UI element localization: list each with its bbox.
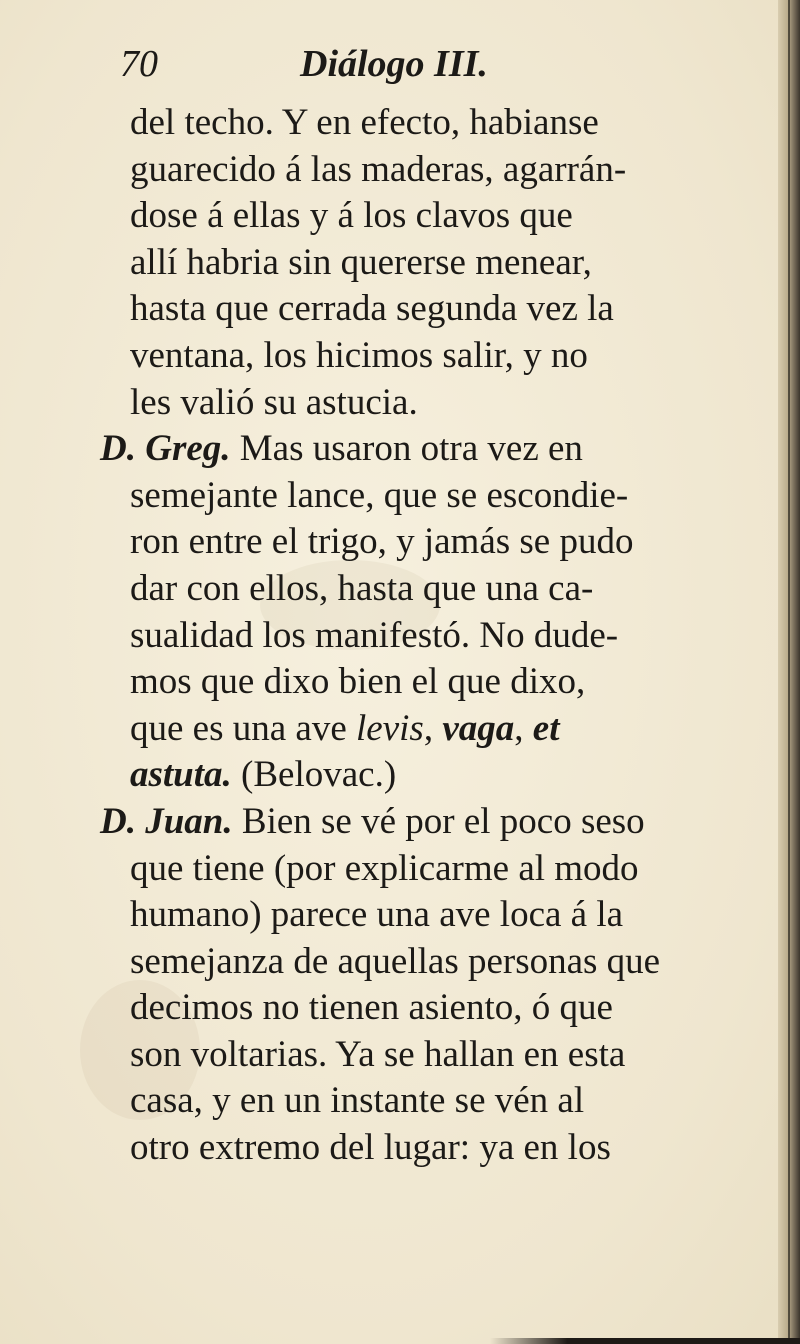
- text-line: decimos no tienen asiento, ó que: [130, 987, 613, 1029]
- running-head: Diálogo III.: [300, 43, 488, 85]
- text-line: sualidad los manifestó. No dude-: [130, 614, 619, 656]
- text-line: que tiene (por explicarme al modo: [130, 847, 639, 889]
- text-line: otro extremo del lugar: ya en los: [130, 1127, 611, 1169]
- speech-text: que es una ave: [130, 707, 347, 749]
- text-line: ron entre el trigo, y jamás se pudo: [130, 521, 634, 563]
- text-line: semejante lance, que se escondie-: [130, 474, 629, 516]
- text-line: dose á ellas y á los clavos que: [130, 195, 573, 237]
- spine-shadow-line: [788, 0, 790, 1344]
- latin-word: vaga: [442, 707, 515, 749]
- text-line: humano) parece una ave loca á la: [130, 894, 624, 936]
- speech-greg-first-line: [100, 426, 730, 473]
- body-text: [100, 100, 730, 1172]
- latin-quote-line: [130, 706, 730, 753]
- speech-juan-first-line: [100, 799, 730, 846]
- text-line: semejanza de aquellas personas que: [130, 940, 661, 982]
- text-line: guarecido á las maderas, agarrán-: [130, 148, 627, 190]
- speech-text: Bien se vé por el poco seso: [241, 800, 645, 842]
- text-line: del techo. Y en efecto, habianse: [130, 102, 599, 143]
- speaker-label: D. Juan.: [100, 800, 233, 842]
- bottom-edge-shadow: [490, 1338, 800, 1344]
- text-line: mos que dixo bien el que dixo,: [130, 661, 586, 703]
- page-header: [120, 42, 680, 88]
- text-line: hasta que cerrada segunda vez la: [130, 288, 614, 330]
- speech-text: Mas usaron otra vez en: [239, 428, 583, 470]
- text-line: allí habria sin quererse menear,: [130, 241, 592, 283]
- text-line: les valió su astucia.: [130, 381, 418, 423]
- speaker-label: D. Greg.: [100, 428, 231, 470]
- latin-word: astuta.: [130, 754, 232, 796]
- text-line: casa, y en un instante se vén al: [130, 1080, 585, 1122]
- punctuation: ,: [423, 707, 434, 749]
- citation: (Belovac.): [241, 754, 397, 796]
- text-line: dar con ellos, hasta que una ca-: [130, 567, 594, 609]
- latin-word: et: [532, 707, 560, 749]
- text-line: son voltarias. Ya se hallan en esta: [130, 1033, 626, 1075]
- page-number: 70: [120, 43, 158, 85]
- latin-quote-line: [130, 752, 730, 799]
- punctuation: ,: [514, 707, 524, 749]
- latin-word: levis: [356, 707, 424, 749]
- text-line: ventana, los hicimos salir, y no: [130, 334, 588, 376]
